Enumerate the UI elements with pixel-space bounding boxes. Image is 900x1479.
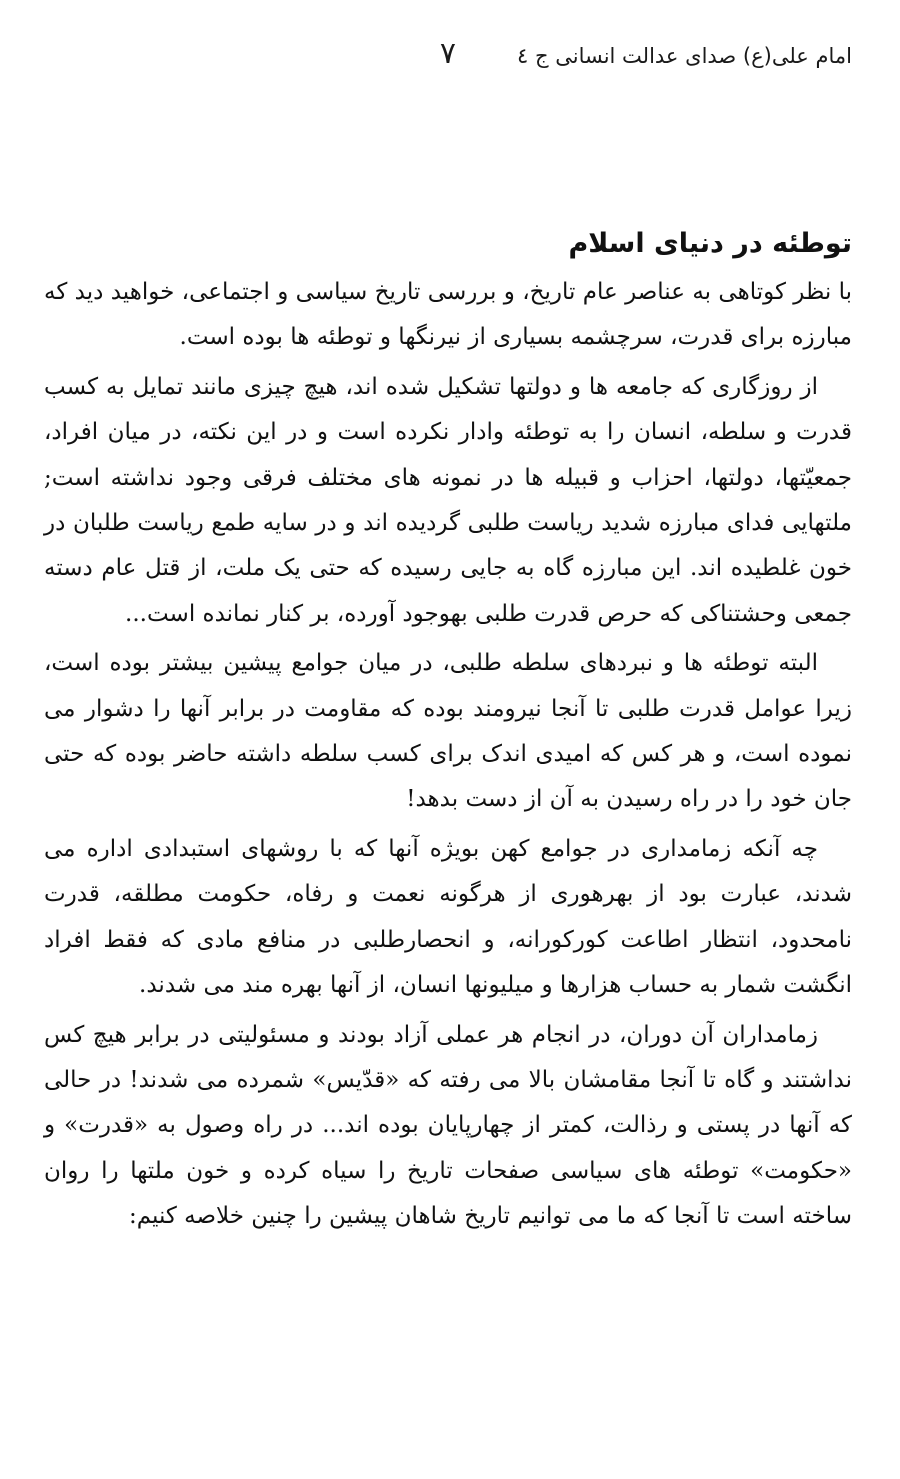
running-header xyxy=(40,34,852,74)
section-title: توطئه در دنیای اسلام xyxy=(568,228,852,259)
book-title-header: امام علی(ع) صدای عدالت انسانی ج ٤ xyxy=(517,44,852,68)
paragraph-1: با نظر کوتاهی به عناصر عام تاریخ، و بررسی تاریخ سیاسی و اجتماعی، خواهید دید که مبارزه برای قدرت، سرچشمه بسیاری از نیرنگها و توطئه ها بوده است. xyxy=(44,279,852,351)
paragraph-2: از روزگاری که جامعه ها و دولتها تشکیل شده اند، هیچ چیزی مانند تمایل به کسب قدرت و سلطه، انسان را به توطئه وادار نکرده است و در این نکته، در میان افراد، جمعیّتها، دولتها، احزاب و قبیله ها در نمونه های مختلف فرقی وجود نداشته است; ملتهایی فدای مبارزه شدید ریاست طلبی گردیده اند و در سایه طمع ریاست طلبان در خون غلطیده اند. این مبارزه گاه به جایی رسیده که حتی یک ملت، از قتل عام دسته جمعی وحشتناکی که حرص قدرت طلبی بهوجود آورده، بر کنار نمانده است... xyxy=(44,373,852,627)
paragraph-3: البته توطئه ها و نبردهای سلطه طلبی، در میان جوامع پیشین بیشتر بوده است، زیرا عوامل قدرت طلبی تا آنجا نیرومند بوده که مقاومت در برابر آنها را دشوار می نموده است، و هر کس که امیدی اندک برای کسب سلطه داشته حاضر بوده که حتی جان خود را در راه رسیدن به آن از دست بدهد! xyxy=(44,650,852,813)
paragraph-5: زمامداران آن دوران، در انجام هر عملی آزاد بودند و مسئولیتی در برابر هیچ کس نداشتند و گاه تا آنجا مقامشان بالا می رفته که «قدّیس» شمرده می شدند! در حالی که آنها در پستی و رذالت، کمتر از چهارپایان بوده اند... در راه وصول به «قدرت» و «حکومت» توطئه های سیاسی صفحات تاریخ را سیاه کرده و خون ملتها را روان ساخته است تا آنجا که ما می توانیم تاریخ شاهان پیشین را چنین خلاصه کنیم: xyxy=(44,1021,852,1230)
paragraph-4: چه آنکه زمامداری در جوامع کهن بویژه آنها که با روشهای استبدادی اداره می شدند، عبارت بود از بهرهوری از هرگونه نعمت و رفاه، حکومت مطلقه، قدرت نامحدود، انتظار اطاعت کورکورانه، و انحصارطلبی در منافع مادی که فقط افراد انگشت شمار به حساب هزارها و میلیونها انسان، از آنها بهره مند می شدند. xyxy=(44,835,852,999)
page-number: ٧ xyxy=(439,36,456,71)
page-body xyxy=(44,222,852,1244)
